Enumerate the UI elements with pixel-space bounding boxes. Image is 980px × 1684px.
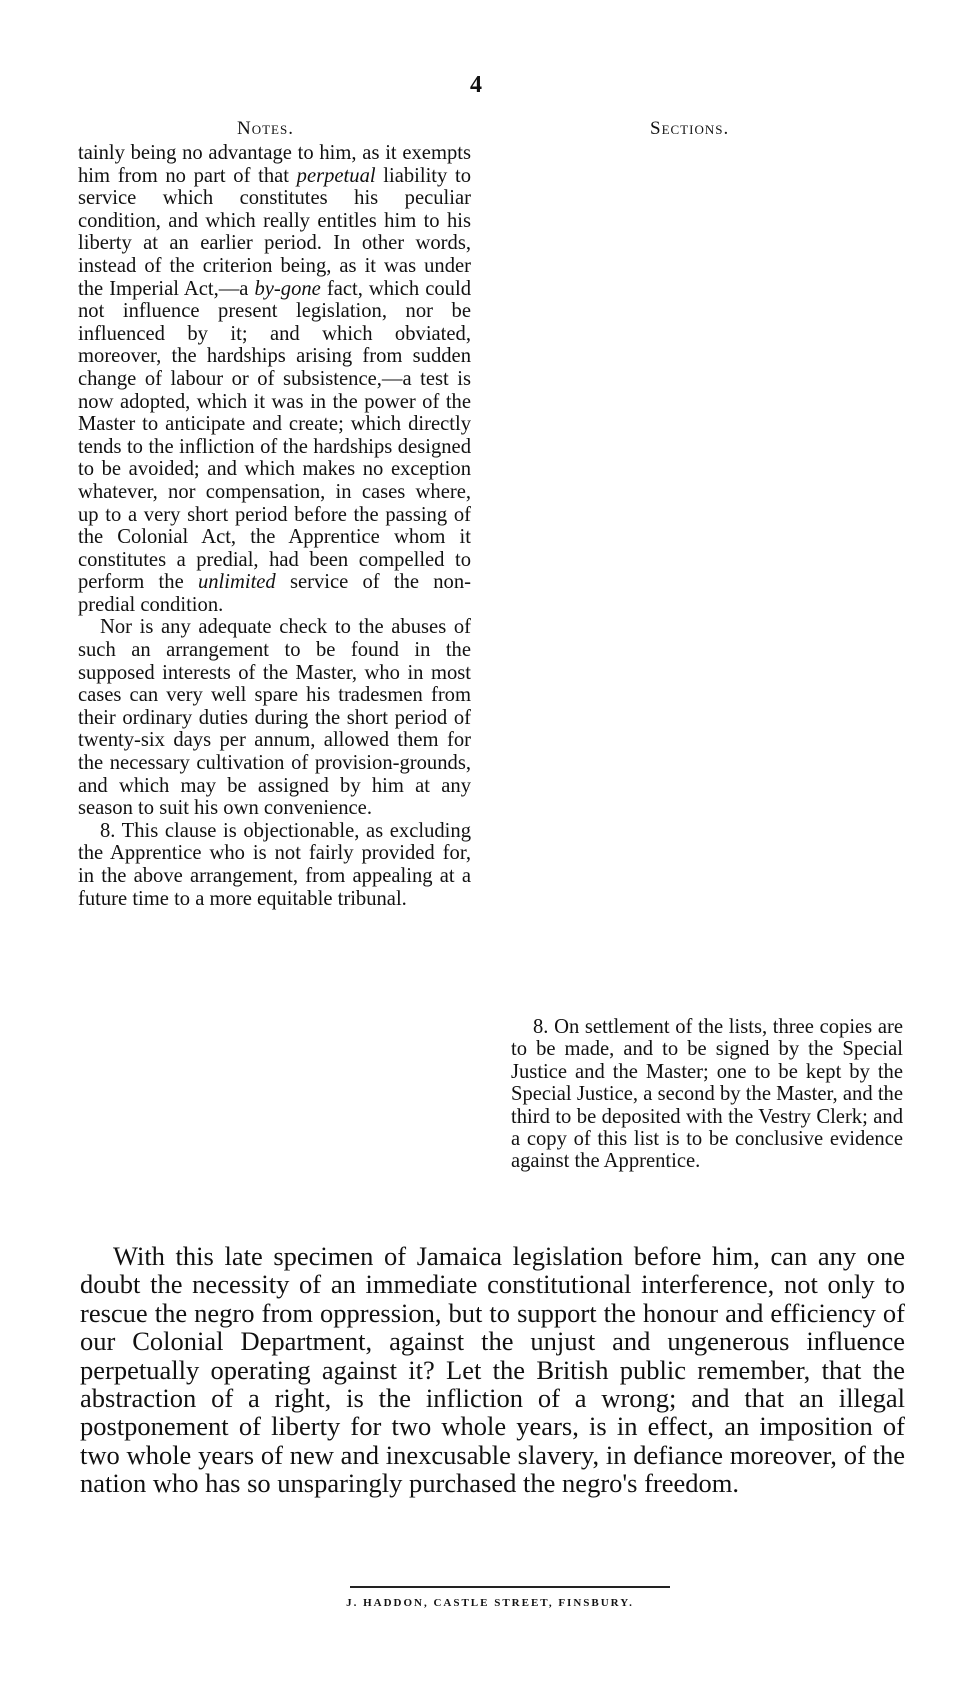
printer-imprint: J. HADDON, CASTLE STREET, FINSBURY. [346,1597,634,1609]
sections-paragraph-1: 8. On settlement of the lists, three copies are to be made, and to be signed by the Special Justice and the Master; one to be kept by the Special Justice, a second by the Master, and the third to be deposited with the Vestry Clerk; and a copy of this list is to be conclusive evidence against the Apprentice. [511,1016,903,1173]
notes-emphasis-by-gone: by-gone [254,277,321,300]
notes-text-run: fact, which could not influence present legislation, nor be influenced by it; and which obviated, moreover, the hardships arising from sudden change of labour or of subsistence,—a test is now adopted, which it was in the power of the Master to anticipate and create; which directly tends to the infliction of the hardships designed to be avoided; and which makes no exception whatever, nor compensation, in cases where, up to a very short period before the passing of the Colonial Act, the Apprentice whom it constitutes a predial, had been compelled to perform the [78,277,471,594]
page-number: 4 [470,72,482,98]
notes-paragraph-1 [78,142,471,616]
sections-heading: Sections. [650,118,730,139]
footer-rule [350,1586,670,1588]
notes-column [78,142,471,910]
notes-text-run: liability to service which constitutes his peculiar condition, and which really entitles him to his liberty at an earlier period. In other words, instead of the criterion being, as it was under the Imperial Act,—a [78,164,471,300]
concluding-paragraph [80,1242,905,1498]
notes-heading: Notes. [237,118,294,139]
notes-emphasis-unlimited: unlimited [197,571,276,594]
notes-text-run: tainly being no advantage to him, as it exempts him from no part of that [78,142,471,187]
notes-paragraph-3: 8. This clause is objectionable, as excluding the Apprentice who is not fairly provided for, in the above arrangement, from appealing at a future time to a more equitable tribunal. [78,819,471,910]
notes-emphasis-perpetual: perpetual [296,164,376,187]
notes-paragraph-2: Nor is any adequate check to the abuses of such an arrangement to be found in the supposed interests of the Master, who in most cases can very well spare his tradesmen from their ordinary duties during the short period of twenty-six days per annum, allowed them for the necessary cultivation of provision-grounds, and which may be assigned by him at any season to suit his own convenience. [78,616,471,820]
sections-column [511,1016,903,1173]
notes-text-run: service of the non-predial condition. [78,571,471,616]
conclusion-text: With this late specimen of Jamaica legislation before him, can any one doubt the necessity of an immediate constitutional interference, not only to rescue the negro from oppression, but to support the honour and efficiency of our Colonial Department, against the unjust and ungenerous influence perpetually operating against it? Let the British public remember, that the abstraction of a right, is the infliction of a wrong; and that an illegal postponement of liberty for two whole years, is in effect, an imposition of two whole years of new and inexcusable slavery, in defiance moreover, of the nation who has so unsparingly purchased the negro's freedom. [80,1241,905,1499]
